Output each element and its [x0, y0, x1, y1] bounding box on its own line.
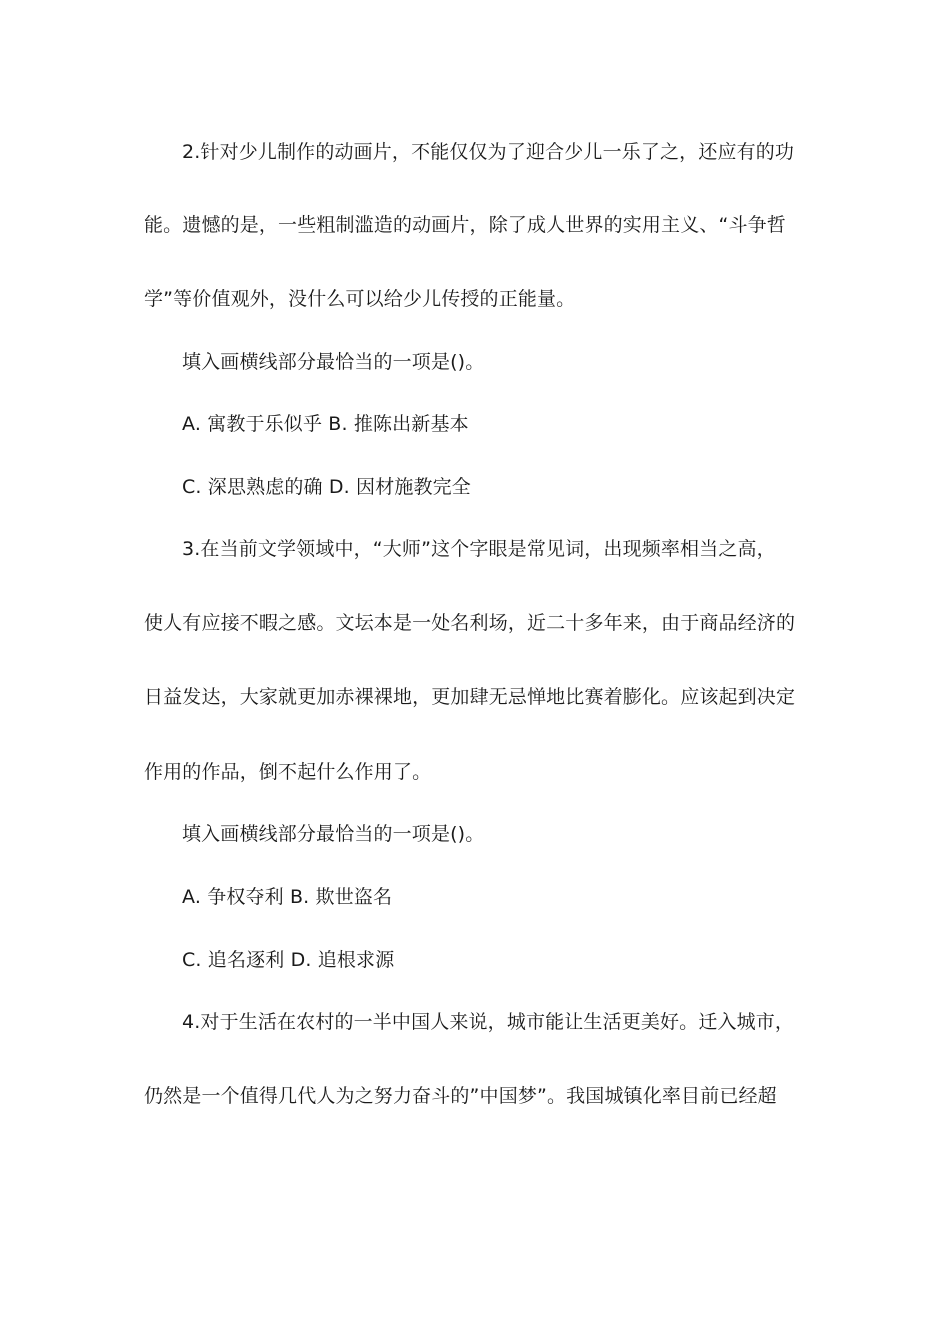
question-2-options-ab: A. 寓教于乐似乎 B. 推陈出新基本 [182, 413, 469, 435]
question-2-text-line-3: 学”等价值观外，没什么可以给少儿传授的正能量。 [144, 288, 576, 310]
question-4-text-line-1: 4.对于生活在农村的一半中国人来说，城市能让生活更美好。迁入城市， [182, 1011, 795, 1033]
question-3-options-ab: A. 争权夺利 B. 欺世盗名 [182, 886, 393, 908]
question-2-prompt: 填入画横线部分最恰当的一项是()。 [182, 351, 485, 373]
question-3-text-line-2: 使人有应接不暇之感。文坛本是一处名利场，近二十多年来，由于商品经济的 [144, 612, 796, 634]
question-2-text-line-2: 能。遗憾的是，一些粗制滥造的动画片，除了成人世界的实用主义、“斗争哲 [144, 214, 786, 236]
question-3-text-line-4: 作用的作品，倒不起什么作用了。 [144, 761, 432, 783]
question-3-text-line-1: 3.在当前文学领域中，“大师”这个字眼是常见词，出现频率相当之高， [182, 538, 776, 560]
question-3-options-cd: C. 追名逐利 D. 追根求源 [182, 949, 395, 971]
question-2-text-line-1: 2.针对少儿制作的动画片，不能仅仅为了迎合少儿一乐了之，还应有的功 [182, 141, 795, 163]
question-4-text-line-2: 仍然是一个值得几代人为之努力奋斗的”中国梦”。我国城镇化率目前已经超 [144, 1085, 777, 1107]
question-3-prompt: 填入画横线部分最恰当的一项是()。 [182, 823, 485, 845]
question-3-text-line-3: 日益发达，大家就更加赤裸裸地，更加肆无忌惮地比赛着膨化。应该起到决定 [144, 686, 796, 708]
question-2-options-cd: C. 深思熟虑的确 D. 因材施教完全 [182, 476, 471, 498]
